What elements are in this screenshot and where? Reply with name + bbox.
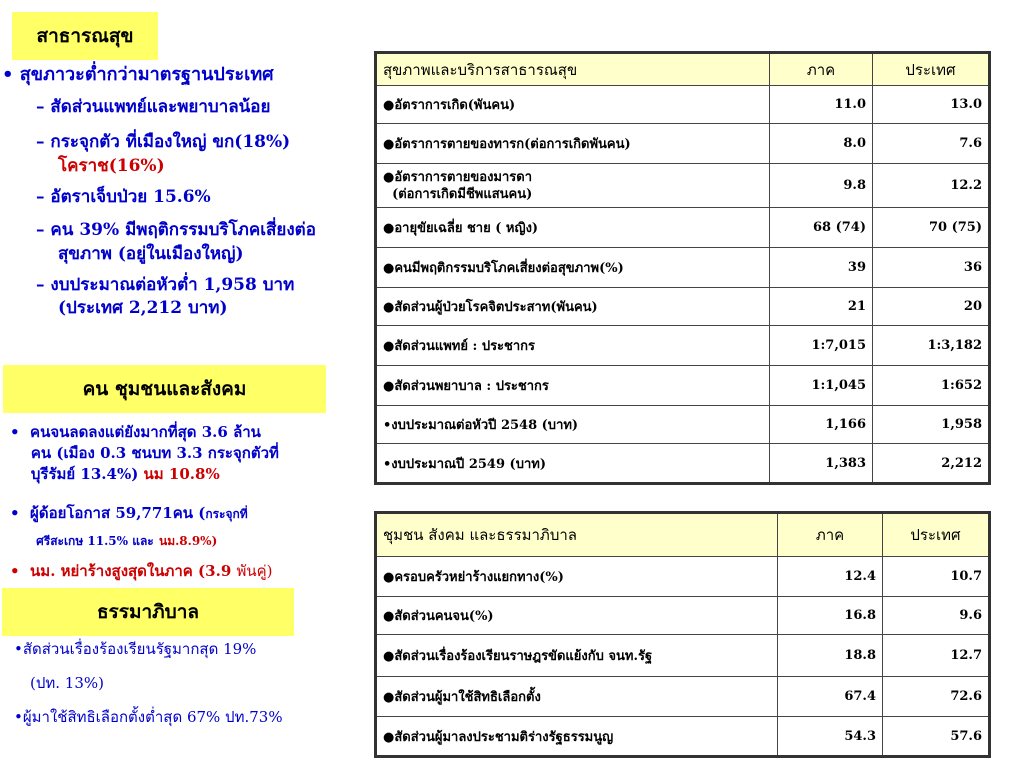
- community-table-header: [376, 513, 990, 557]
- row-label: ●สัดส่วนผู้มาใช้สิทธิเลือกตั้ง: [376, 677, 778, 717]
- row-label: ●คนมีพฤติกรรมบริโภคเสี่ยงต่อสุขภาพ(%): [376, 248, 770, 288]
- row-region-value: 9.8: [770, 164, 873, 208]
- row-label: ●สัดส่วนผู้ป่วยโรคจิตประสาท(พันคน): [376, 288, 770, 326]
- row-label: ●สัดส่วนแพทย์ : ประชากร: [376, 326, 770, 366]
- row-country-value: 7.6: [873, 124, 990, 164]
- table-row: [376, 288, 990, 326]
- table-row: [376, 124, 990, 164]
- row-region-value: 67.4: [778, 677, 883, 717]
- community-item-3: • นม. หย่าร้างสูงสุดในภาค (3.9 พันคู่): [10, 562, 273, 580]
- health-dash-2: – กระจุกตัว ที่เมืองใหญ่ ขก(18%): [36, 132, 291, 152]
- row-country-value: 1:652: [873, 366, 990, 406]
- row-label: •งบประมาณต่อหัวปี 2548 (บาท): [376, 406, 770, 444]
- row-country-value: 70 (75): [873, 208, 990, 248]
- row-country-value: 1:3,182: [873, 326, 990, 366]
- row-label: ●อัตราการตายของมารดา (ต่อการเกิดมีชีพแสนคน): [376, 164, 770, 208]
- row-label: ●อัตราการเกิด(พันคน): [376, 86, 770, 124]
- row-country-value: 13.0: [873, 86, 990, 124]
- header-cell: ชุมชน สังคม และธรรมาภิบาล: [376, 513, 778, 557]
- table-row: [376, 208, 990, 248]
- table-row: [376, 717, 990, 757]
- section-health-label: สาธารณสุข: [12, 12, 158, 60]
- health-dash-5-cont: (ประเทศ 2,212 บาท): [58, 298, 228, 318]
- community-table: [374, 511, 991, 758]
- row-label: ●สัดส่วนผู้มาลงประชามติร่างรัฐธรรมนูญ: [376, 717, 778, 757]
- table-row: [376, 597, 990, 635]
- row-region-value: 16.8: [778, 597, 883, 635]
- header-cell: ภาค: [770, 53, 873, 86]
- row-country-value: 10.7: [883, 557, 990, 597]
- table-row: [376, 326, 990, 366]
- row-region-value: 8.0: [770, 124, 873, 164]
- health-table: [374, 51, 991, 485]
- health-dash-5: – งบประมาณต่อหัวต่ำ 1,958 บาท: [36, 275, 295, 295]
- row-region-value: 68 (74): [770, 208, 873, 248]
- row-label: ●สัดส่วนคนจน(%): [376, 597, 778, 635]
- health-table-header: [376, 53, 990, 86]
- community-item-2: • ผู้ด้อยโอกาส 59,771คน (กระจุกที่ ศรีสะเกษ 11.5% และ นม.8.9%): [10, 504, 248, 548]
- governance-line-2: (ปท. 13%): [30, 674, 104, 692]
- header-cell: ประเทศ: [883, 513, 990, 557]
- row-country-value: 36: [873, 248, 990, 288]
- row-region-value: 1:1,045: [770, 366, 873, 406]
- row-country-value: 12.7: [883, 635, 990, 677]
- section-governance-label: ธรรมาภิบาล: [2, 588, 294, 636]
- row-label: ●สัดส่วนเรื่องร้องเรียนราษฎรขัดแย้งกับ จนท.รัฐ: [376, 635, 778, 677]
- table-row: [376, 406, 990, 444]
- row-region-value: 21: [770, 288, 873, 326]
- health-dash-3: – อัตราเจ็บป่วย 15.6%: [36, 187, 211, 207]
- row-region-value: 1:7,015: [770, 326, 873, 366]
- section-community-label: คน ชุมชนและสังคม: [3, 365, 326, 413]
- row-region-value: 39: [770, 248, 873, 288]
- row-country-value: 12.2: [873, 164, 990, 208]
- row-region-value: 18.8: [778, 635, 883, 677]
- row-country-value: 9.6: [883, 597, 990, 635]
- row-country-value: 72.6: [883, 677, 990, 717]
- health-dash-4-cont: สุขภาพ (อยู่ในเมืองใหญ่): [58, 244, 244, 264]
- row-country-value: 1,958: [873, 406, 990, 444]
- row-label: ●สัดส่วนพยาบาล : ประชากร: [376, 366, 770, 406]
- community-item-1: • คนจนลดลงแต่ยังมากที่สุด 3.6 ล้าน คน (เมือง 0.3 ชนบท 3.3 กระจุกตัวที่ บุรีรัมย์ 13.4%) นม 10.8%: [10, 423, 279, 483]
- health-dash-2-cont: โคราช(16%): [58, 156, 165, 176]
- row-region-value: 1,166: [770, 406, 873, 444]
- header-cell: ภาค: [778, 513, 883, 557]
- table-row: [376, 677, 990, 717]
- health-dash-1: – สัดส่วนแพทย์และพยาบาลน้อย: [36, 97, 271, 117]
- table-row: [376, 557, 990, 597]
- row-region-value: 1,383: [770, 444, 873, 484]
- table-row: [376, 366, 990, 406]
- table-row: [376, 635, 990, 677]
- table-row: [376, 86, 990, 124]
- row-country-value: 57.6: [883, 717, 990, 757]
- row-country-value: 2,212: [873, 444, 990, 484]
- governance-line-1: •สัดส่วนเรื่องร้องเรียนรัฐมากสุด 19%: [14, 640, 257, 658]
- health-dash-4: – คน 39% มีพฤติกรรมบริโภคเสี่ยงต่อ: [36, 220, 316, 240]
- header-cell: ประเทศ: [873, 53, 990, 86]
- table-row: [376, 444, 990, 484]
- row-label: ●อัตราการตายของทารก(ต่อการเกิดพันคน): [376, 124, 770, 164]
- header-cell: สุขภาพและบริการสาธารณสุข: [376, 53, 770, 86]
- table-row: [376, 164, 990, 208]
- row-label: •งบประมาณปี 2549 (บาท): [376, 444, 770, 484]
- row-label: ●ครอบครัวหย่าร้างแยกทาง(%): [376, 557, 778, 597]
- row-country-value: 20: [873, 288, 990, 326]
- row-region-value: 12.4: [778, 557, 883, 597]
- row-label: ●อายุขัยเฉลี่ย ชาย ( หญิง): [376, 208, 770, 248]
- row-region-value: 54.3: [778, 717, 883, 757]
- table-row: [376, 248, 990, 288]
- row-region-value: 11.0: [770, 86, 873, 124]
- governance-line-3: •ผู้มาใช้สิทธิเลือกตั้งต่ำสุด 67% ปท.73%: [14, 708, 283, 726]
- health-main-bullet: • สุขภาวะต่ำกว่ามาตรฐานประเทศ: [2, 64, 274, 85]
